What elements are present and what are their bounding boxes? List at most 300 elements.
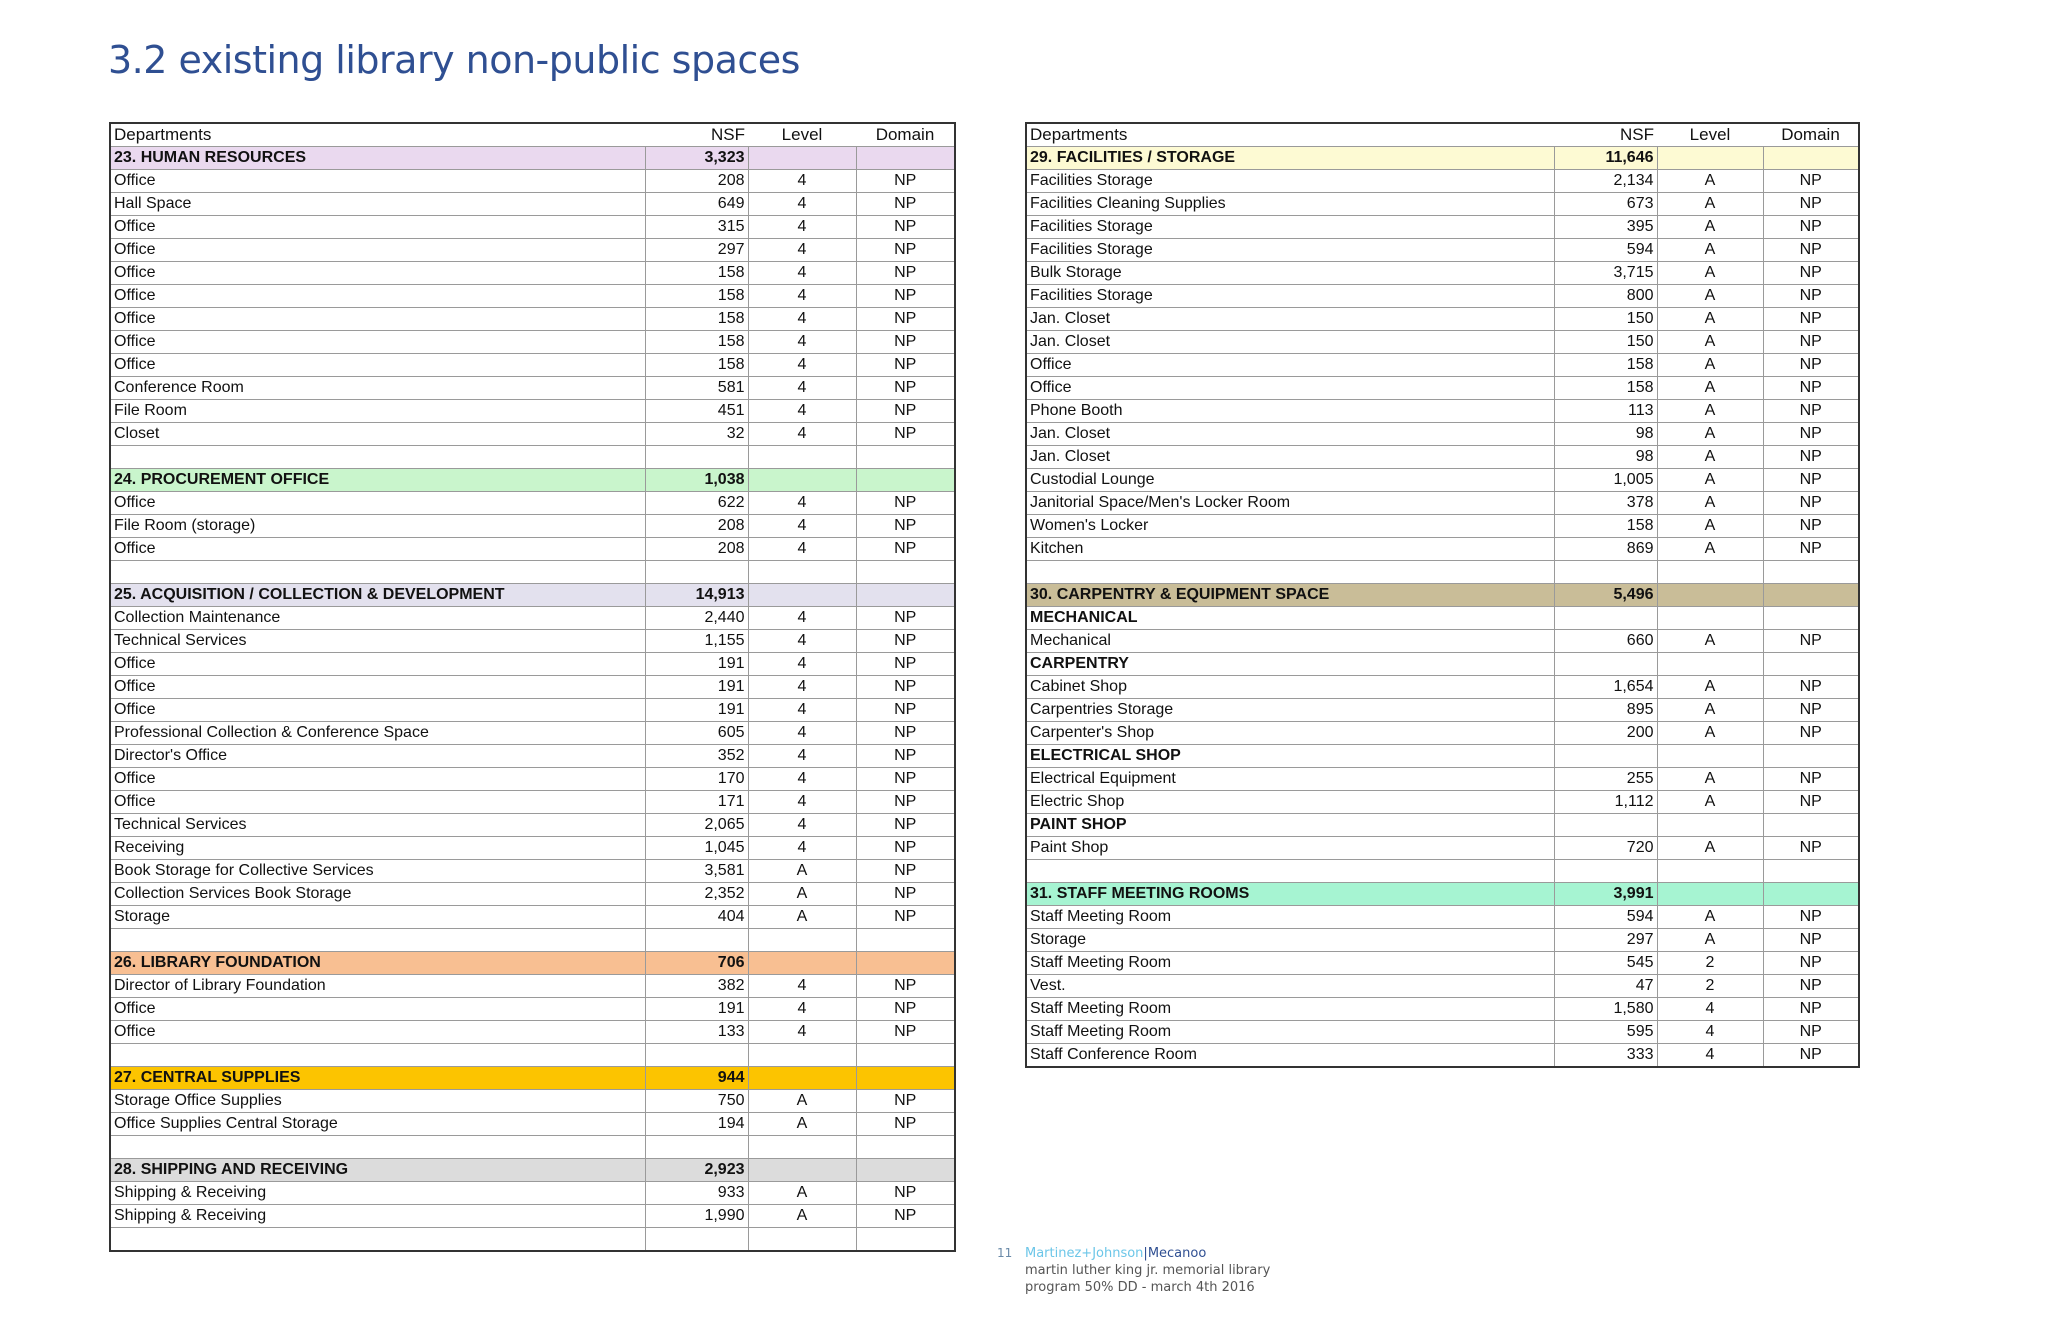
space-name: Office <box>110 239 645 262</box>
space-nsf: 594 <box>1554 906 1657 929</box>
department-total-nsf: 2,923 <box>645 1159 748 1182</box>
department-name: 28. SHIPPING AND RECEIVING <box>110 1159 645 1182</box>
space-level: A <box>1657 331 1763 354</box>
blank-row <box>110 561 955 584</box>
space-name: Carpenter's Shop <box>1026 722 1554 745</box>
space-level: A <box>1657 699 1763 722</box>
department-domain-cell <box>856 147 955 170</box>
empty-cell <box>1026 860 1554 883</box>
department-level-cell <box>748 147 856 170</box>
space-nsf: 133 <box>645 1021 748 1044</box>
space-domain: NP <box>1763 308 1859 331</box>
empty-cell <box>1657 814 1763 837</box>
space-level: A <box>1657 400 1763 423</box>
space-level: A <box>1657 515 1763 538</box>
space-domain: NP <box>1763 906 1859 929</box>
table-row <box>110 653 955 676</box>
department-level-cell <box>1657 883 1763 906</box>
space-name: Office <box>110 492 645 515</box>
space-domain: NP <box>856 607 955 630</box>
space-level: A <box>748 1113 856 1136</box>
space-name: Shipping & Receiving <box>110 1182 645 1205</box>
department-header-row <box>110 1159 955 1182</box>
space-domain: NP <box>1763 262 1859 285</box>
table-row <box>1026 331 1859 354</box>
space-name: Office <box>110 262 645 285</box>
space-nsf: 150 <box>1554 308 1657 331</box>
department-header-row <box>110 952 955 975</box>
empty-cell <box>856 929 955 952</box>
table-row <box>1026 699 1859 722</box>
department-domain-cell <box>856 469 955 492</box>
department-level-cell <box>748 1159 856 1182</box>
space-name: Office <box>1026 354 1554 377</box>
blank-row <box>110 1136 955 1159</box>
space-name: Facilities Storage <box>1026 170 1554 193</box>
table-row <box>1026 676 1859 699</box>
table-row <box>110 607 955 630</box>
space-level: 4 <box>748 400 856 423</box>
space-level: A <box>1657 722 1763 745</box>
space-level: A <box>1657 216 1763 239</box>
space-name: Conference Room <box>110 377 645 400</box>
space-domain: NP <box>856 354 955 377</box>
footer-program: program 50% DD - march 4th 2016 <box>1025 1280 1255 1295</box>
space-name: Phone Booth <box>1026 400 1554 423</box>
space-nsf: 47 <box>1554 975 1657 998</box>
space-level: 4 <box>748 607 856 630</box>
empty-cell <box>748 1044 856 1067</box>
table-row <box>1026 768 1859 791</box>
empty-cell <box>856 1228 955 1252</box>
table-row <box>1026 239 1859 262</box>
space-nsf: 382 <box>645 975 748 998</box>
space-level: 4 <box>748 423 856 446</box>
header-nsf: NSF <box>645 123 748 147</box>
space-nsf: 315 <box>645 216 748 239</box>
empty-cell <box>110 929 645 952</box>
space-name: Jan. Closet <box>1026 423 1554 446</box>
department-header-row <box>110 469 955 492</box>
space-nsf: 660 <box>1554 630 1657 653</box>
table-header <box>1026 123 1859 147</box>
brand-primary: Martinez+Johnson <box>1025 1246 1144 1261</box>
space-nsf: 200 <box>1554 722 1657 745</box>
table-header <box>110 123 955 147</box>
department-name: 26. LIBRARY FOUNDATION <box>110 952 645 975</box>
space-level: A <box>1657 377 1763 400</box>
table-row <box>1026 446 1859 469</box>
table-row <box>110 676 955 699</box>
empty-cell <box>1763 561 1859 584</box>
space-level: A <box>1657 170 1763 193</box>
space-nsf: 1,155 <box>645 630 748 653</box>
header-level: Level <box>1657 123 1763 147</box>
header-departments: Departments <box>110 123 645 147</box>
space-domain: NP <box>856 791 955 814</box>
table-row <box>110 515 955 538</box>
table-row <box>110 860 955 883</box>
space-domain: NP <box>1763 837 1859 860</box>
space-domain: NP <box>856 239 955 262</box>
space-level: 2 <box>1657 975 1763 998</box>
space-level: A <box>1657 354 1763 377</box>
table-row <box>110 1021 955 1044</box>
space-nsf: 194 <box>645 1113 748 1136</box>
space-nsf: 1,045 <box>645 837 748 860</box>
space-name: Office <box>110 354 645 377</box>
space-name: Jan. Closet <box>1026 308 1554 331</box>
space-name: Office <box>1026 377 1554 400</box>
empty-cell <box>856 1044 955 1067</box>
table-row <box>110 837 955 860</box>
space-name: Facilities Storage <box>1026 285 1554 308</box>
table-row <box>110 699 955 722</box>
table-row <box>1026 377 1859 400</box>
space-nsf: 594 <box>1554 239 1657 262</box>
department-domain-cell <box>856 952 955 975</box>
space-domain: NP <box>1763 331 1859 354</box>
blank-row <box>110 446 955 469</box>
space-nsf: 649 <box>645 193 748 216</box>
space-level: A <box>1657 768 1763 791</box>
table-row <box>1026 400 1859 423</box>
department-name: 31. STAFF MEETING ROOMS <box>1026 883 1554 906</box>
space-domain: NP <box>856 1090 955 1113</box>
department-total-nsf: 1,038 <box>645 469 748 492</box>
space-domain: NP <box>1763 469 1859 492</box>
space-nsf: 1,580 <box>1554 998 1657 1021</box>
space-nsf: 191 <box>645 699 748 722</box>
department-level-cell <box>748 584 856 607</box>
space-domain: NP <box>1763 929 1859 952</box>
table-row <box>110 262 955 285</box>
empty-cell <box>748 1228 856 1252</box>
header-level: Level <box>748 123 856 147</box>
space-domain: NP <box>1763 699 1859 722</box>
space-domain: NP <box>856 630 955 653</box>
table-row <box>110 883 955 906</box>
empty-cell <box>1554 745 1657 768</box>
space-level: 4 <box>748 699 856 722</box>
space-nsf: 113 <box>1554 400 1657 423</box>
space-domain: NP <box>1763 193 1859 216</box>
space-nsf: 158 <box>1554 515 1657 538</box>
department-total-nsf: 11,646 <box>1554 147 1657 170</box>
brand-separator: | <box>1143 1246 1148 1261</box>
table-row <box>1026 929 1859 952</box>
space-name: Office <box>110 998 645 1021</box>
space-name: Office <box>110 768 645 791</box>
space-level: 4 <box>748 814 856 837</box>
space-name: Receiving <box>110 837 645 860</box>
space-nsf: 1,005 <box>1554 469 1657 492</box>
table-row <box>1026 906 1859 929</box>
space-nsf: 208 <box>645 538 748 561</box>
space-level: A <box>1657 791 1763 814</box>
space-domain: NP <box>856 377 955 400</box>
space-name: Closet <box>110 423 645 446</box>
department-domain-cell <box>856 1159 955 1182</box>
table-row <box>1026 469 1859 492</box>
space-domain: NP <box>856 423 955 446</box>
empty-cell <box>645 1228 748 1252</box>
empty-cell <box>110 1136 645 1159</box>
table-row <box>110 998 955 1021</box>
space-name: Shipping & Receiving <box>110 1205 645 1228</box>
space-level: 4 <box>748 791 856 814</box>
space-nsf: 297 <box>1554 929 1657 952</box>
space-name: Collection Services Book Storage <box>110 883 645 906</box>
space-name: Office <box>110 791 645 814</box>
space-name: Janitorial Space/Men's Locker Room <box>1026 492 1554 515</box>
space-domain: NP <box>1763 1044 1859 1068</box>
space-level: A <box>1657 308 1763 331</box>
space-nsf: 297 <box>645 239 748 262</box>
space-nsf: 191 <box>645 676 748 699</box>
space-domain: NP <box>856 538 955 561</box>
empty-cell <box>1763 607 1859 630</box>
empty-cell <box>1763 745 1859 768</box>
table-row <box>1026 538 1859 561</box>
space-name: Staff Meeting Room <box>1026 998 1554 1021</box>
space-level: 4 <box>748 331 856 354</box>
table-row <box>110 1205 955 1228</box>
department-domain-cell <box>1763 147 1859 170</box>
space-name: Jan. Closet <box>1026 331 1554 354</box>
subcategory-name: CARPENTRY <box>1026 653 1554 676</box>
empty-cell <box>1657 607 1763 630</box>
space-name: Office <box>110 653 645 676</box>
space-level: A <box>1657 630 1763 653</box>
space-name: Office <box>110 308 645 331</box>
space-level: 4 <box>748 745 856 768</box>
space-domain: NP <box>856 216 955 239</box>
space-level: A <box>1657 285 1763 308</box>
table-row <box>110 768 955 791</box>
table-row <box>110 239 955 262</box>
footer-project: martin luther king jr. memorial library <box>1025 1263 1271 1278</box>
space-name: Office Supplies Central Storage <box>110 1113 645 1136</box>
space-level: 4 <box>748 722 856 745</box>
space-domain: NP <box>1763 285 1859 308</box>
space-name: Collection Maintenance <box>110 607 645 630</box>
department-level-cell <box>748 1067 856 1090</box>
empty-cell <box>645 929 748 952</box>
space-name: Electric Shop <box>1026 791 1554 814</box>
table-row <box>110 308 955 331</box>
space-nsf: 595 <box>1554 1021 1657 1044</box>
space-nsf: 158 <box>645 308 748 331</box>
table-row <box>110 331 955 354</box>
space-domain: NP <box>1763 676 1859 699</box>
space-nsf: 208 <box>645 515 748 538</box>
empty-cell <box>856 446 955 469</box>
space-name: Staff Meeting Room <box>1026 952 1554 975</box>
empty-cell <box>1763 814 1859 837</box>
space-name: File Room (storage) <box>110 515 645 538</box>
space-level: A <box>1657 193 1763 216</box>
table-row <box>110 814 955 837</box>
subcategory-row <box>1026 814 1859 837</box>
empty-cell <box>1763 860 1859 883</box>
space-nsf: 2,065 <box>645 814 748 837</box>
page-title: 3.2 existing library non-public spaces <box>108 38 800 82</box>
table-row <box>110 400 955 423</box>
space-domain: NP <box>856 906 955 929</box>
space-domain: NP <box>856 170 955 193</box>
department-total-nsf: 5,496 <box>1554 584 1657 607</box>
space-level: A <box>1657 538 1763 561</box>
table-row <box>1026 285 1859 308</box>
table-row <box>110 354 955 377</box>
department-name: 27. CENTRAL SUPPLIES <box>110 1067 645 1090</box>
department-domain-cell <box>856 1067 955 1090</box>
space-nsf: 3,715 <box>1554 262 1657 285</box>
department-total-nsf: 944 <box>645 1067 748 1090</box>
space-domain: NP <box>1763 722 1859 745</box>
space-domain: NP <box>856 492 955 515</box>
space-domain: NP <box>856 975 955 998</box>
empty-cell <box>1554 607 1657 630</box>
space-name: Technical Services <box>110 630 645 653</box>
space-level: 2 <box>1657 952 1763 975</box>
department-domain-cell <box>1763 883 1859 906</box>
space-name: File Room <box>110 400 645 423</box>
department-domain-cell <box>1763 584 1859 607</box>
space-level: A <box>748 860 856 883</box>
space-level: 4 <box>748 262 856 285</box>
table-row <box>1026 791 1859 814</box>
brand-secondary: Mecanoo <box>1147 1246 1207 1261</box>
space-domain: NP <box>1763 538 1859 561</box>
space-nsf: 378 <box>1554 492 1657 515</box>
space-domain: NP <box>1763 998 1859 1021</box>
space-level: A <box>1657 469 1763 492</box>
space-level: 4 <box>748 216 856 239</box>
space-level: 4 <box>748 377 856 400</box>
space-nsf: 3,581 <box>645 860 748 883</box>
space-name: Cabinet Shop <box>1026 676 1554 699</box>
department-header-row <box>1026 584 1859 607</box>
table-row <box>110 170 955 193</box>
empty-cell <box>645 561 748 584</box>
table-row <box>1026 1021 1859 1044</box>
table-row <box>1026 998 1859 1021</box>
space-name: Jan. Closet <box>1026 446 1554 469</box>
space-name: Office <box>110 676 645 699</box>
space-name: Storage <box>110 906 645 929</box>
space-domain: NP <box>856 860 955 883</box>
space-domain: NP <box>1763 975 1859 998</box>
department-header-row <box>110 1067 955 1090</box>
table-row <box>110 745 955 768</box>
space-level: A <box>748 906 856 929</box>
space-name: Custodial Lounge <box>1026 469 1554 492</box>
space-domain: NP <box>856 308 955 331</box>
empty-cell <box>645 1136 748 1159</box>
department-header-row <box>110 147 955 170</box>
subcategory-row <box>1026 653 1859 676</box>
table-row <box>110 538 955 561</box>
space-name: Staff Meeting Room <box>1026 1021 1554 1044</box>
table-row <box>1026 837 1859 860</box>
department-name: 25. ACQUISITION / COLLECTION & DEVELOPMENT <box>110 584 645 607</box>
space-level: A <box>1657 239 1763 262</box>
space-level: 4 <box>748 975 856 998</box>
space-name: Bulk Storage <box>1026 262 1554 285</box>
header-nsf: NSF <box>1554 123 1657 147</box>
space-name: Vest. <box>1026 975 1554 998</box>
space-nsf: 750 <box>645 1090 748 1113</box>
space-domain: NP <box>1763 377 1859 400</box>
space-level: 4 <box>748 239 856 262</box>
space-domain: NP <box>1763 423 1859 446</box>
table-row <box>1026 952 1859 975</box>
space-name: Mechanical <box>1026 630 1554 653</box>
table-row <box>1026 308 1859 331</box>
space-level: 4 <box>748 1021 856 1044</box>
space-name: Office <box>110 285 645 308</box>
space-domain: NP <box>1763 239 1859 262</box>
department-level-cell <box>1657 147 1763 170</box>
department-header-row <box>1026 883 1859 906</box>
subcategory-name: PAINT SHOP <box>1026 814 1554 837</box>
space-name: Director's Office <box>110 745 645 768</box>
space-domain: NP <box>1763 400 1859 423</box>
space-domain: NP <box>856 722 955 745</box>
space-name: Kitchen <box>1026 538 1554 561</box>
empty-cell <box>645 1044 748 1067</box>
blank-row <box>1026 561 1859 584</box>
table-row <box>110 722 955 745</box>
space-name: Staff Meeting Room <box>1026 906 1554 929</box>
department-level-cell <box>748 469 856 492</box>
space-domain: NP <box>856 676 955 699</box>
space-nsf: 158 <box>645 331 748 354</box>
empty-cell <box>748 446 856 469</box>
space-nsf: 170 <box>645 768 748 791</box>
space-nsf: 255 <box>1554 768 1657 791</box>
space-level: 4 <box>748 285 856 308</box>
space-level: 4 <box>748 837 856 860</box>
space-nsf: 869 <box>1554 538 1657 561</box>
space-level: A <box>1657 492 1763 515</box>
space-level: 4 <box>1657 1021 1763 1044</box>
empty-cell <box>856 1136 955 1159</box>
department-name: 24. PROCUREMENT OFFICE <box>110 469 645 492</box>
subcategory-name: MECHANICAL <box>1026 607 1554 630</box>
space-nsf: 2,134 <box>1554 170 1657 193</box>
space-level: 4 <box>748 515 856 538</box>
header-departments: Departments <box>1026 123 1554 147</box>
table-row <box>110 1182 955 1205</box>
department-total-nsf: 14,913 <box>645 584 748 607</box>
space-domain: NP <box>856 400 955 423</box>
space-level: 4 <box>748 193 856 216</box>
table-row <box>1026 170 1859 193</box>
blank-row <box>110 1228 955 1252</box>
space-nsf: 333 <box>1554 1044 1657 1068</box>
space-name: Office <box>110 1021 645 1044</box>
space-level: A <box>748 1205 856 1228</box>
subcategory-row <box>1026 745 1859 768</box>
space-level: A <box>748 883 856 906</box>
space-level: A <box>1657 423 1763 446</box>
empty-cell <box>110 446 645 469</box>
space-nsf: 158 <box>645 354 748 377</box>
space-name: Paint Shop <box>1026 837 1554 860</box>
